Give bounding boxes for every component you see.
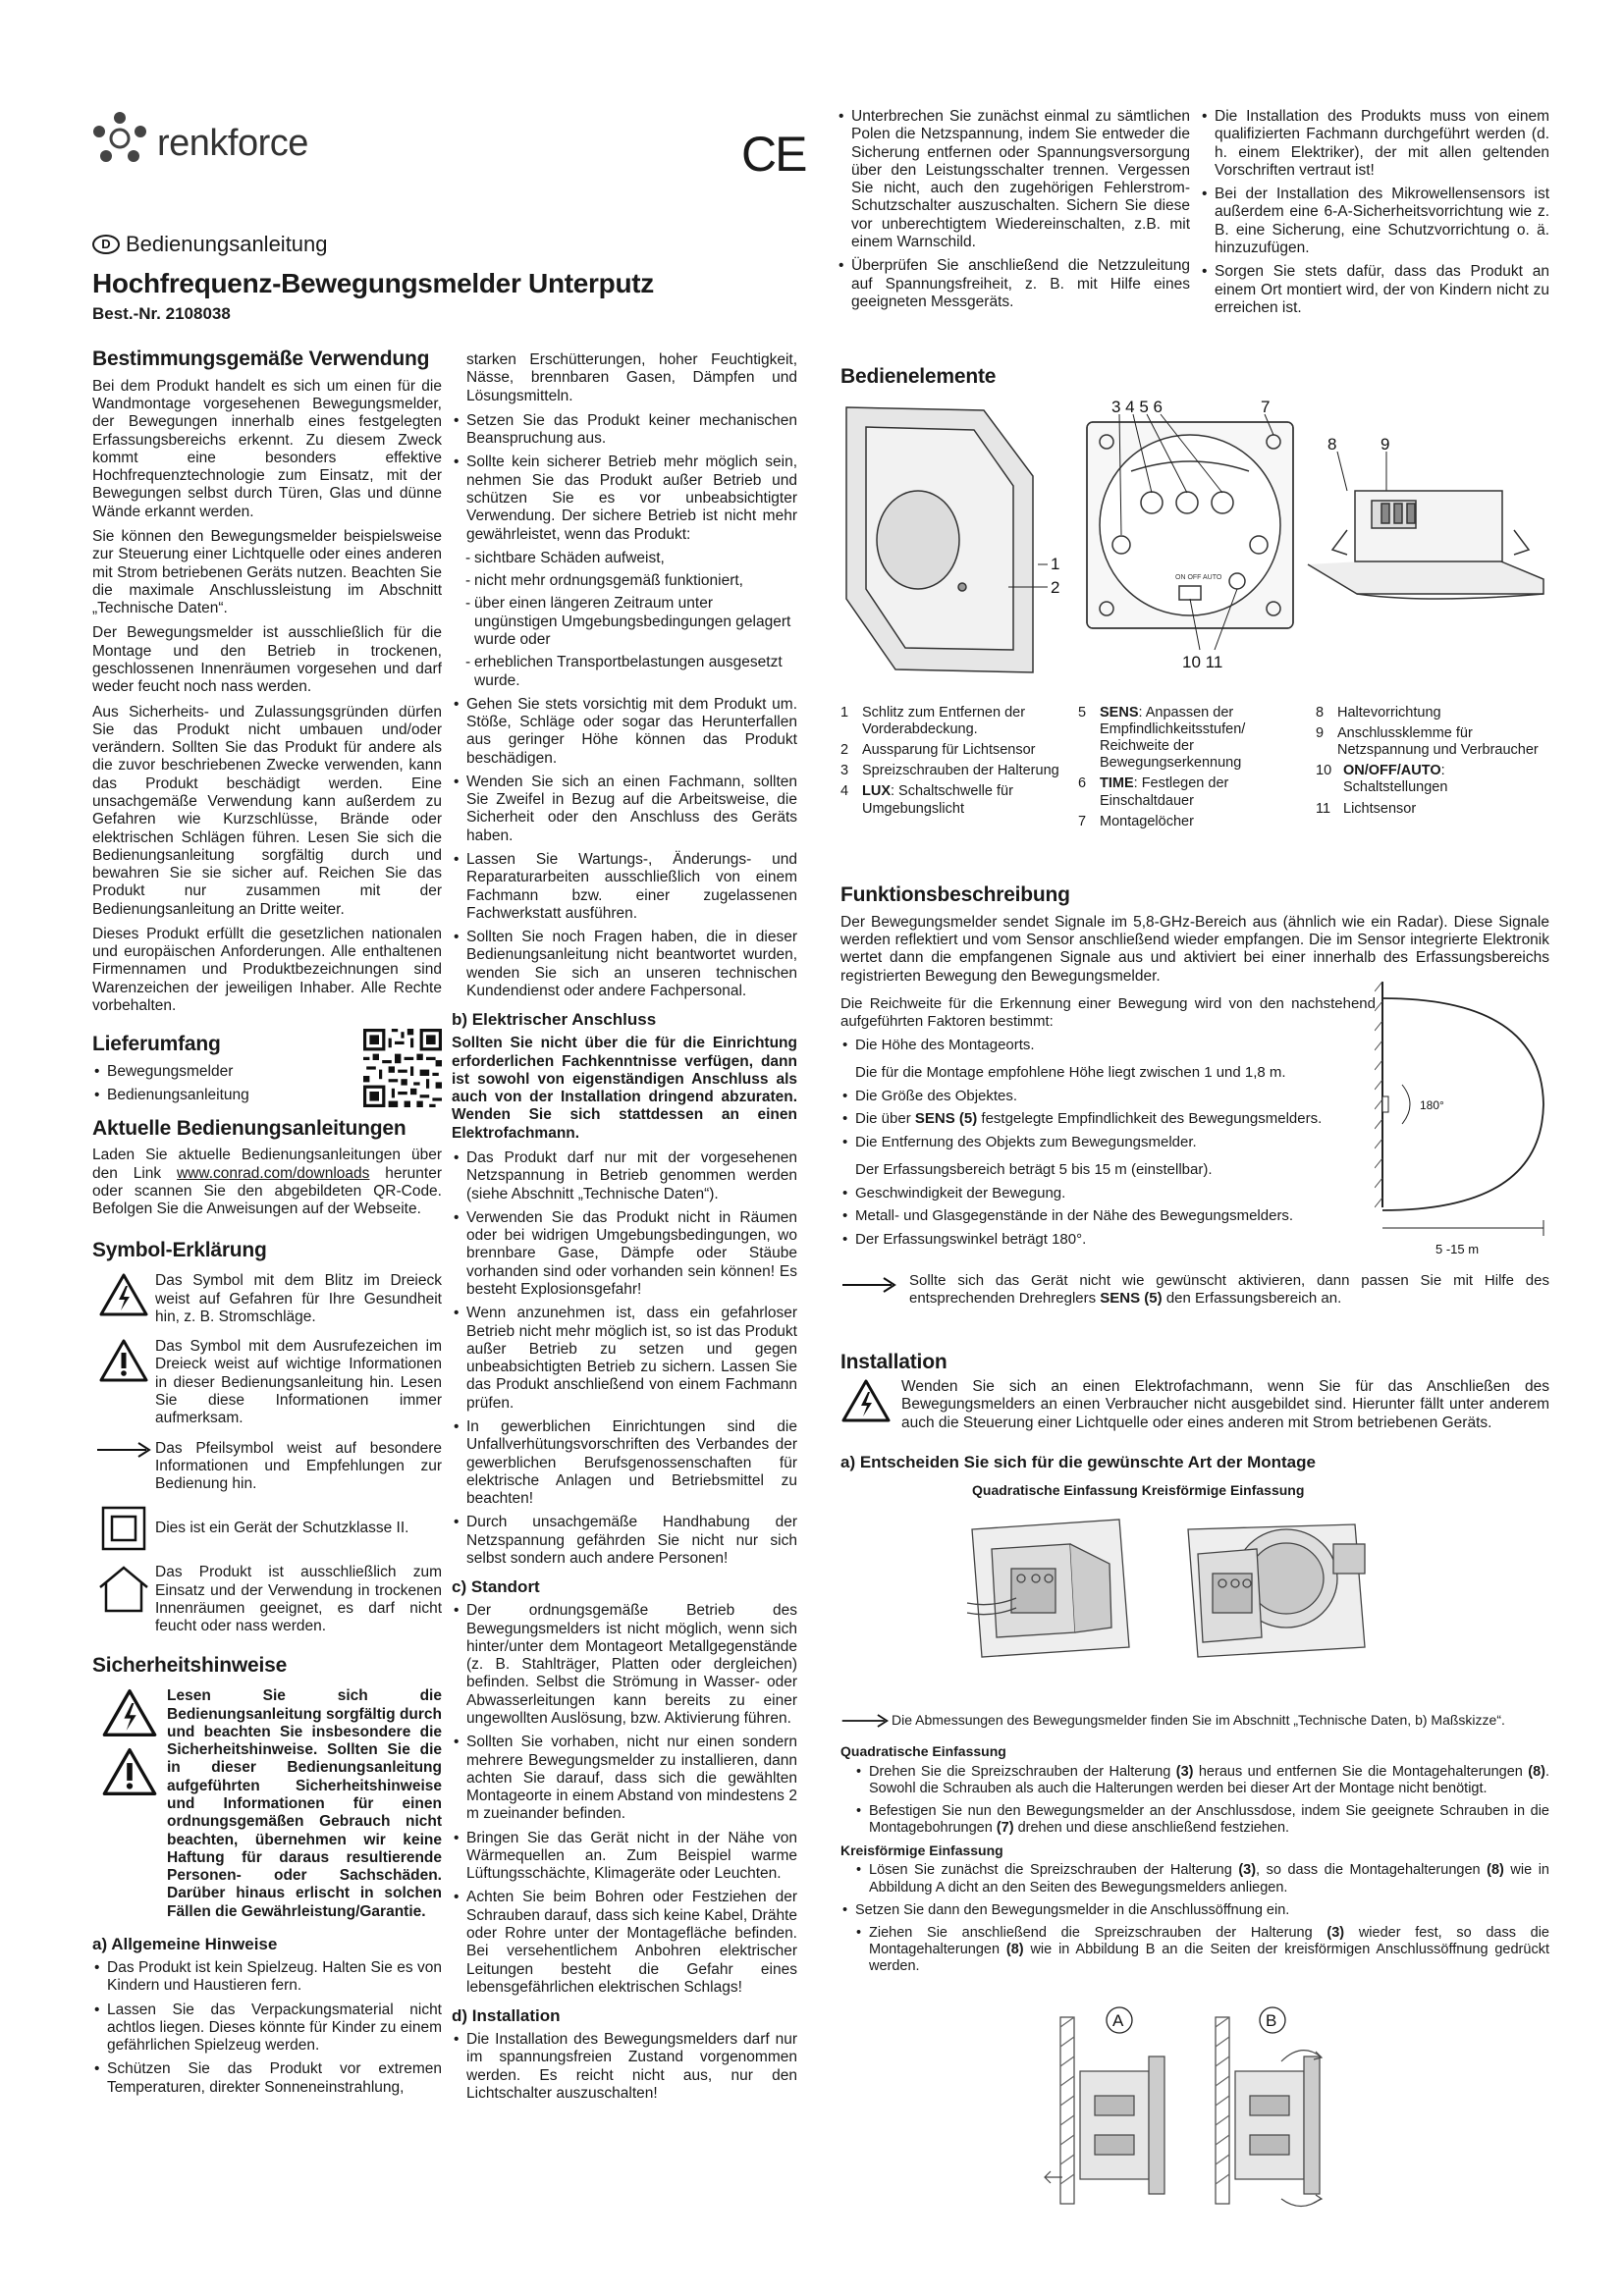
figure-label-a: A bbox=[1112, 2011, 1124, 2030]
paragraph: Sie können den Bewegungsmelder beispielsweise zur Steuerung einer Lichtquelle oder eines anderen mit Strom betriebenen Geräts nutzen. Beachten Sie die maximale Anschlussleistung im Abschnitt „Technische Daten“. bbox=[92, 528, 442, 617]
doc-title: Hochfrequenz-Bewegungsmelder Unterputz bbox=[92, 268, 654, 298]
list-item: • Der ordnungsgemäße Betrieb des Bewegungsmelders ist nicht möglich, wenn sich hinter/unter dem Montageort Metallgegenstände (z. B. Stahlträger, Platten oder dergleichen) befinden. Selbst die Strömung in Wasser- oder Abwasserleitungen kann bereits zu einer ungewollten Auslösung, bzw. Aktivierung führen. bbox=[452, 1602, 797, 1728]
arrow-icon bbox=[840, 1712, 890, 1730]
symbol-row bbox=[92, 1338, 442, 1427]
list-item: • Bringen Sie das Gerät nicht in der Nähe von Wärmequellen an. Zum Beispiel warme Lüftungsschächte, Klimageräte oder Leuchten. bbox=[452, 1830, 797, 1884]
label-9: 9 bbox=[1380, 435, 1390, 454]
doc-kind: Bedienungsanleitung bbox=[126, 232, 328, 256]
qr-code[interactable] bbox=[363, 1029, 442, 1112]
paragraph: Aus Sicherheits- und Zulassungsgründen dürfen Sie das Produkt nicht umbauen und/oder verändern. Sollten Sie das Produkt für andere als die zuvor beschriebenen Zwecke verwenden, kann das Produkt beschädigt werden. Eine unsachgemäße Verwendung kann außerdem zu Gefahren wie Kurzschlüsse, Brände oder elektrischen Schlägen führen. Lesen Sie sich die Bedienungsanleitung sorgfältig durch und bewahren Sie sie sicher auf. Reichen Sie das Produkt nur zusammen mit der Bedienungsanleitung an Dritte weiter. bbox=[92, 703, 442, 918]
legend-item: 5 SENS: Anpassen der Empfindlichkeitsstufen/ Reichweite der Bewegungserkennung bbox=[1078, 705, 1246, 772]
list-item: • Die Entfernung des Objekts zum Bewegungsmelder. Der Erfassungsbereich beträgt 5 bis 15 m (einstellbar). bbox=[840, 1134, 1376, 1178]
qr-code-icon bbox=[363, 1029, 442, 1107]
legend-item: 10 ON/OFF/AUTO: Schaltstellungen bbox=[1316, 763, 1448, 796]
paragraph-downloads: Laden Sie aktuelle Bedienungsanleitungen über den Link www.conrad.com/downloads herunter oder scannen Sie den abgebildeten QR-Code. Befolgen Sie die Anweisungen auf der Webseite. bbox=[92, 1147, 442, 1218]
order-number: Best.-Nr. 2108038 bbox=[92, 304, 231, 323]
dash-item: - nicht mehr ordnungsgemäß funktioniert, bbox=[465, 572, 797, 590]
dash-item: - über einen längeren Zeitraum unter ungünstigen Umgebungsbedingungen gelagert wurde oder bbox=[465, 595, 797, 649]
angle-label: 180° bbox=[1420, 1098, 1444, 1112]
list-item: • Sollten Sie vorhaben, nicht nur einen sondern mehrere Bewegungsmelder zu installieren, dann achten Sie darauf, dass sich die gewählten Montageorte in einem Abstand von mindestens 2 m zueinander befinden. bbox=[452, 1734, 797, 1823]
list-item: • Das Produkt darf nur mit der vorgesehenen Netzspannung in Betrieb genommen werden (siehe Abschnitt „Technische Daten“). bbox=[452, 1149, 797, 1203]
language-badge: D bbox=[92, 235, 120, 254]
doc-kind-row bbox=[92, 232, 328, 257]
list-item: • Die Installation des Produkts muss von einem qualifizierten Fachmann durchgeführt werden (d. h. einem Elektriker), der mit allen geltenden Vorschriften vertraut ist! bbox=[1200, 108, 1549, 180]
section-title-bedien: Bedienelemente bbox=[840, 365, 997, 388]
paragraph: Die Reichweite für die Erkennung einer Bewegung wird von den nachstehend aufgeführten Faktoren bestimmt: bbox=[840, 995, 1376, 1030]
legend-item: 3 Spreizschrauben der Halterung bbox=[840, 763, 1059, 779]
protection-class-2-icon bbox=[100, 1505, 147, 1552]
list-item: • Die Installation des Bewegungsmelders darf nur im spannungsfreien Zustand vorgenommen werden. Es reicht nicht aus, nur den Lichtschalter auszuschalten! bbox=[452, 2031, 797, 2103]
note-text: Sollte sich das Gerät nicht wie gewünscht aktivieren, dann passen Sie mit Hilfe des entsprechenden Drehreglers SENS (5) den Erfassungsbereich an. bbox=[909, 1272, 1549, 1307]
subsection-title-standort: c) Standort bbox=[452, 1577, 540, 1597]
symbol-text: Dies ist ein Gerät der Schutzklasse II. bbox=[155, 1520, 409, 1537]
subsection-title-elektrisch: b) Elektrischer Anschluss bbox=[452, 1010, 657, 1030]
mounting-drawing bbox=[962, 1510, 1375, 1667]
list-item: • Achten Sie beim Bohren oder Festziehen der Schrauben darauf, dass sich keine Kabel, Drähte oder Rohre unter der Montagefläche befinden. Bei versehentlichem Anbohren elektrischer Leitungen besteht die Gefahr eines lebensgefährlichen elektrischen Schlags! bbox=[452, 1889, 797, 1997]
label-7: 7 bbox=[1261, 398, 1271, 416]
paragraph: Der Bewegungsmelder sendet Signale im 5,8-GHz-Bereich aus (ähnlich wie ein Radar). Diese Signale werden reflektiert und vom Sensor anschließend wieder empfangen. Die im Sensor integrierte Elektronik wertet dann die empfangenen Signale aus und aktiviert bei einer innerhalb des Erfassungsbereichs registrierten Bewegung den Bewegungsmelder. bbox=[840, 913, 1549, 985]
lightning-warning-icon bbox=[101, 1687, 158, 1738]
paragraph: Bei dem Produkt handelt es sich um einen für die Wandmontage vorgesehenen Bewegungsmelder, der Bewegungen innerhalb eines festgelegten Erfassungsbereichs erkennt. Zu diesem Zweck kommt eine besonders effektive Hochfrequenztechnologie zum Einsatz, mit der Bewegungen selbst durch Türen, Glas und dünne Wände erkannt werden. bbox=[92, 377, 442, 520]
list-item: • Sollten Sie noch Fragen haben, die in dieser Bedienungsanleitung nicht beantwortet wurden, wenden Sie sich an unseren technischen Kundendienst oder andere Fachpersonal. bbox=[452, 929, 797, 1000]
mounting-figure bbox=[962, 1510, 1375, 1667]
symbol-row bbox=[92, 1505, 442, 1552]
section-title-funktion: Funktionsbeschreibung bbox=[840, 883, 1070, 906]
arrow-icon bbox=[95, 1440, 152, 1460]
list-item: • Setzen Sie das Produkt keiner mechanischen Beanspruchung aus. bbox=[452, 412, 797, 449]
symbol-text: Das Produkt ist ausschließlich zum Einsatz und der Verwendung in trockenen Innenräumen geeignet, es darf nicht feucht oder nass werden. bbox=[155, 1564, 442, 1635]
section-title-sicherheit: Sicherheitshinweise bbox=[92, 1653, 288, 1677]
list-item: • Lassen Sie das Verpackungsmaterial nicht achtlos liegen. Dieses könnte für Kinder zu einem gefährlichen Spielzeug werden. bbox=[92, 2002, 442, 2056]
section-title-aktuell: Aktuelle Bedienungsanleitungen bbox=[92, 1116, 406, 1140]
paragraph: Der Bewegungsmelder ist ausschließlich für die Montage und den Betrieb in trockenen, geschlossenen Innenräumen vorgesehen und darf weder feucht noch nass werden. bbox=[92, 624, 442, 696]
ce-mark: CE bbox=[741, 127, 806, 182]
label-3456: 3 4 5 6 bbox=[1111, 398, 1163, 416]
list-item: • Wenden Sie sich an einen Fachmann, sollten Sie Zweifel in Bezug auf die Arbeitsweise, die Sicherheit oder den Anschluss des Geräts haben. bbox=[452, 774, 797, 845]
range-label: 5 -15 m bbox=[1435, 1242, 1480, 1256]
subsection-title-montage: a) Entscheiden Sie sich für die gewünschte Art der Montage bbox=[840, 1453, 1316, 1471]
list-item: • Bedienungsanleitung bbox=[92, 1087, 308, 1104]
list-item: • Unterbrechen Sie zunächst einmal zu sämtlichen Polen die Netzspannung, indem Sie entweder die Sicherung entfernen oder Spannungsversorgung über den Leistungsschalter trennen. Vergessen Sie nicht, auch den zugehörigen Fehlerstrom-Schutzschalter auszuschalten. Sichern Sie diese vor unberechtigtem Wiedereinschalten, z.B. mit einem Warnschild. bbox=[837, 108, 1190, 251]
list-item: • Das Produkt ist kein Spielzeug. Halten Sie es von Kindern und Haustieren fern. bbox=[92, 1959, 442, 1996]
detection-range-drawing bbox=[1375, 977, 1551, 1261]
controls-figure bbox=[837, 393, 1553, 687]
section-title-lieferumfang: Lieferumfang bbox=[92, 1033, 221, 1056]
legend-col-3 bbox=[1316, 705, 1551, 822]
label-8: 8 bbox=[1327, 435, 1337, 454]
list-item: • Die Höhe des Montageorts. Die für die Montage empfohlene Höhe liegt zwischen 1 und 1,8 m. bbox=[840, 1037, 1376, 1081]
device-diagram bbox=[837, 393, 1553, 687]
dimension-arrow-note bbox=[840, 1712, 1549, 1734]
label-1: 1 bbox=[1051, 555, 1060, 573]
symbol-text: Das Pfeilsymbol weist auf besondere Informationen und Empfehlungen zur Bedienung hin. bbox=[155, 1439, 442, 1493]
figure-label-b: B bbox=[1266, 2011, 1277, 2030]
symbol-text: Das Symbol mit dem Ausrufezeichen im Dreieck weist auf wichtige Informationen in dieser Bedienungsanleitung hin. Lesen Sie diese Informationen immer aufmerksam. bbox=[155, 1338, 442, 1427]
mounting-instructions bbox=[840, 1737, 1549, 1981]
legend-item: 1 Schlitz zum Entfernen der Vorderabdeckung. bbox=[840, 705, 1026, 738]
paragraph: Dieses Produkt erfüllt die gesetzlichen nationalen und europäischen Anforderungen. Alle enthaltenen Firmennamen und Produktbezeichnungen sind Warenzeichen der jeweiligen Inhaber. Alle Rechte vorbehalten. bbox=[92, 925, 442, 1015]
installation-text: Wenden Sie sich an einen Elektrofachmann, wenn Sie für das Anschließen des Bewegungsmelders an einen Verbraucher nicht ausgebildet sind. Hierunter fällt unter anderem auch die Steuerung einer Lichtquelle oder eines anderen mit Strom betriebenen Geräts. bbox=[901, 1378, 1549, 1431]
list-item: • Sorgen Sie stets dafür, dass das Produkt an einem Ort montiert wird, der von Kindern nicht zu erreichen ist. bbox=[1200, 263, 1549, 317]
list-item: • Die über SENS (5) festgelegte Empfindlichkeit des Bewegungsmelders. bbox=[840, 1110, 1376, 1128]
list-item: • Bei der Installation des Mikrowellensensors ist außerdem eine 6-A-Sicherheitsvorrichtung wie z. B. eine Sicherung, eine Schutzvorrichtung o. ä. hinzuzufügen. bbox=[1200, 186, 1549, 257]
lightning-warning-icon bbox=[840, 1378, 892, 1423]
list-item: • Ziehen Sie anschließend die Spreizschrauben der Halterung (3) wieder fest, so dass die Montagehalterungen (8) wie in Abbildung B an die Seiten der kreisförmigen Anschlussöffnung gedrückt werden. bbox=[854, 1925, 1549, 1975]
downloads-link[interactable]: www.conrad.com/downloads bbox=[176, 1164, 370, 1182]
lieferumfang-block bbox=[92, 1033, 442, 1104]
legend-col-1 bbox=[840, 705, 1066, 822]
label-1011: 10 11 bbox=[1182, 653, 1223, 671]
legend-col-2 bbox=[1078, 705, 1274, 834]
section-title-bestimmung: Bestimmungsgemäße Verwendung bbox=[92, 347, 430, 370]
list-item: • Metall- und Glasgegenstände in der Nähe des Bewegungsmelders. bbox=[840, 1207, 1376, 1225]
symbol-text: Das Symbol mit dem Blitz im Dreieck weist auf Gefahren für Ihre Gesundheit hin, z. B. Stromschläge. bbox=[155, 1272, 442, 1325]
legend-item: 9 Anschlussklemme für Netzspannung und Verbraucher bbox=[1316, 725, 1539, 759]
back-view-drawing bbox=[1087, 422, 1293, 628]
list-item: • Befestigen Sie nun den Bewegungsmelder an der Anschlussdose, indem Sie geeignete Schrauben in die Montagebohrungen (7) drehen und diese anschließend festziehen. bbox=[854, 1803, 1549, 1837]
list-item: • Der Erfassungswinkel beträgt 180°. bbox=[840, 1231, 1376, 1249]
installation-warning bbox=[840, 1378, 1549, 1432]
legend-item: 7 Montagelöcher bbox=[1078, 813, 1194, 829]
symbol-row bbox=[92, 1272, 442, 1326]
legend-item: 4 LUX: Schaltschwelle für Umgebungslicht bbox=[840, 783, 1013, 817]
section-title-installation: Installation bbox=[840, 1351, 947, 1373]
switch-label: ON OFF AUTO bbox=[1175, 574, 1222, 581]
safety-intro bbox=[92, 1687, 442, 1921]
paragraph: starken Erschütterungen, hoher Feuchtigkeit, Nässe, brennbaren Gasen, Dämpfen und Lösungsmitteln. bbox=[466, 351, 797, 404]
legend-item: 2 Aussparung für Lichtsensor bbox=[840, 742, 1036, 759]
label-2: 2 bbox=[1051, 578, 1060, 597]
list-item: • Überprüfen Sie anschließend die Netzzuleitung auf Spannungsfreiheit, z. B. mit Hilfe eines geeigneten Messgeräts. bbox=[837, 257, 1190, 311]
list-item: • Lassen Sie Wartungs-, Änderungs- und Reparaturarbeiten ausschließlich von einem Fachmann bzw. einer zugelassenen Fachwerkstatt ausführen. bbox=[452, 851, 797, 923]
right-top-right bbox=[1200, 108, 1549, 323]
function-factors bbox=[840, 995, 1376, 1255]
subsection-title-installation: d) Installation bbox=[452, 2006, 561, 2026]
list-item: • Gehen Sie stets vorsichtig mit dem Produkt um. Stöße, Schläge oder sogar das Herunterfallen aus geringer Höhe können das Produkt beschädigen. bbox=[452, 696, 797, 768]
subsection-title-kreis: Kreisförmige Einfassung bbox=[840, 1842, 1003, 1858]
safety-bold-text: Lesen Sie sich die Bedienungsanleitung sorgfältig durch und beachten Sie insbesondere die Sicherheitshinweise. Sollten Sie die in dieser Bedienungsanleitung aufgeführten Sicherheitshinweise und Informationen für einen ordnungsgemäßen Gebrauch nicht beachten, übernehmen wir keine Haftung für daraus resultierende Personen- oder Sachschäden. Darüber hinaus erlischt in solchen Fällen die Gewährleistung/Garantie. bbox=[167, 1687, 442, 1920]
list-item: • Durch unsachgemäße Handhabung der Netzspannung gefährden Sie nicht nur sich selbst sondern auch andere Personen! bbox=[452, 1514, 797, 1568]
front-cover-drawing bbox=[846, 407, 1033, 672]
brand-logo bbox=[90, 110, 149, 174]
legend-item: 6 TIME: Festlegen der Einschaltdauer bbox=[1078, 775, 1229, 809]
side-view-drawing bbox=[1308, 491, 1543, 599]
subsection-title-allgemein: a) Allgemeine Hinweise bbox=[92, 1934, 278, 1953]
column-1 bbox=[92, 347, 442, 2103]
list-item: • Wenn anzunehmen ist, dass ein gefahrloser Betrieb nicht mehr möglich ist, so ist das Produkt außer Betrieb zu setzen und gegen unbeabsichtigten Betrieb zu sichern. Lassen Sie das Produkt anschließend von einem Fachmann prüfen. bbox=[452, 1305, 797, 1413]
renkforce-logo-icon bbox=[90, 110, 149, 169]
lightning-warning-icon bbox=[98, 1272, 149, 1317]
mounting-ab-figure bbox=[1041, 2002, 1355, 2209]
exclamation-warning-icon bbox=[98, 1338, 149, 1383]
electrical-bold-text: Sollten Sie nicht über die für die Einrichtung erforderlichen Fachkenntnisse verfügen, dann ist sowohl von eigenständigen Anschluss als auch von der Installation dringend abzuraten. Wenden Sie sich stattdessen an einen Elektrofachmann. bbox=[452, 1035, 797, 1142]
detection-range-diagram bbox=[1375, 977, 1551, 1261]
legend-item: 8 Haltevorrichtung bbox=[1316, 705, 1441, 721]
list-item: • Setzen Sie dann den Bewegungsmelder in die Anschlussöffnung ein. bbox=[840, 1902, 1549, 1919]
indoor-house-icon bbox=[96, 1564, 151, 1615]
list-item: • Drehen Sie die Spreizschrauben der Halterung (3) heraus und entfernen Sie die Montagehalterungen (8). Sowohl die Schrauben als auch die Halterungen werden bei dieser Art der Montage nicht benötigt. bbox=[854, 1764, 1549, 1797]
list-item: • Lösen Sie zunächst die Spreizschrauben der Halterung (3), so dass die Montagehalterungen (8) wie in Abbildung A dicht an den Seiten des Bewegungsmelders anliegen. bbox=[854, 1862, 1549, 1896]
list-item: • Schützen Sie das Produkt vor extremen Temperaturen, direkter Sonneneinstrahlung, bbox=[92, 2060, 442, 2097]
mounting-caption: Quadratische Einfassung Kreisförmige Einfassung bbox=[972, 1482, 1305, 1498]
brand-name: renkforce bbox=[157, 123, 308, 164]
exclamation-warning-icon bbox=[101, 1746, 158, 1797]
symbol-row bbox=[92, 1440, 442, 1494]
mounting-ab-drawing bbox=[1041, 2002, 1355, 2209]
list-item: • Die Größe des Objektes. bbox=[840, 1088, 1376, 1105]
list-item: • Bewegungsmelder bbox=[92, 1063, 308, 1081]
list-item: • Geschwindigkeit der Bewegung. bbox=[840, 1185, 1376, 1202]
list-item: • Sollte kein sicherer Betrieb mehr möglich sein, nehmen Sie das Produkt außer Betrieb und schützen Sie es vor unbeabsichtigter Verwendung. Der sichere Betrieb ist nicht mehr gewährleistet, wenn das Produkt: bbox=[452, 454, 797, 543]
right-top-left bbox=[837, 108, 1190, 317]
list-item: • In gewerblichen Einrichtungen sind die Unfallverhütungsvorschriften des Verbandes der gewerblichen Berufsgenossenschaften für elektrische Anlagen und Betriebsmittel zu beachten! bbox=[452, 1418, 797, 1508]
function-arrow-note bbox=[840, 1272, 1549, 1307]
arrow-icon bbox=[840, 1275, 897, 1295]
section-title-symbol: Symbol-Erklärung bbox=[92, 1238, 267, 1261]
note-text: Die Abmessungen des Bewegungsmelder finden Sie im Abschnitt „Technische Daten, b) Maßskizze“. bbox=[892, 1712, 1505, 1728]
subsection-title-quadratisch: Quadratische Einfassung bbox=[840, 1743, 1006, 1759]
list-item: • Verwenden Sie das Produkt nicht in Räumen oder bei widrigen Umgebungsbedingungen, wo brennbare Gase, Dämpfe oder Stäube vorhanden sind oder vorhanden sein können! Es besteht Explosionsgefahr! bbox=[452, 1209, 797, 1299]
dash-item: - erheblichen Transportbelastungen ausgesetzt wurde. bbox=[465, 654, 797, 690]
dash-item: - sichtbare Schäden aufweist, bbox=[465, 550, 797, 567]
symbol-row bbox=[92, 1564, 442, 1635]
legend-item: 11 Lichtsensor bbox=[1316, 800, 1417, 817]
column-2 bbox=[452, 351, 797, 2109]
